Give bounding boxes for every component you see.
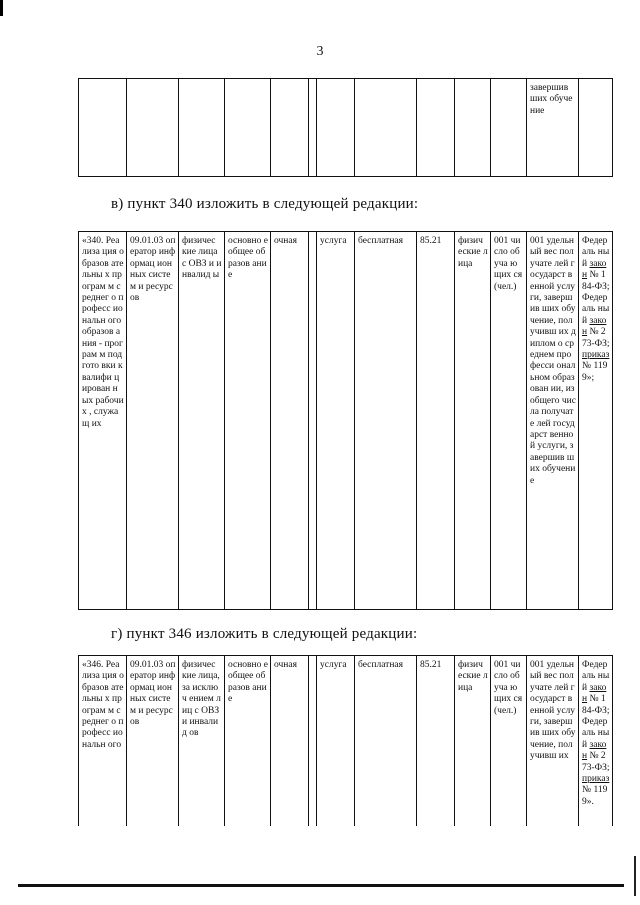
scan-edge-mark	[0, 0, 3, 16]
law-text-d: № 1199»;	[582, 361, 608, 383]
table-row	[79, 232, 613, 610]
cell-consumers: физичес кие лица с ОВЗ и инвалид ы	[179, 232, 225, 610]
table-item-346	[78, 655, 613, 826]
cell-recipients	[455, 79, 491, 177]
scan-right-edge	[634, 856, 636, 896]
cell-type: услуга	[317, 232, 355, 610]
cell-code: 09.01.03 оператор информац ионных систем и ресурсов	[127, 232, 179, 610]
law-link-a: закон	[582, 682, 607, 705]
cell-volume	[491, 79, 527, 177]
table-row	[79, 656, 613, 826]
cell-volume: 001 число обуча ющих ся (чел.)	[491, 232, 527, 610]
cell-program: «346. Реализа ция образов ательны х програм м среднег о професс иональн ого	[79, 656, 127, 826]
law-link-a: закон	[582, 258, 607, 281]
cell-form: очная	[271, 656, 309, 826]
law-text-a: Федераль ный	[582, 660, 610, 693]
cell-code	[127, 79, 179, 177]
cell-form	[271, 79, 309, 177]
cell-gap	[309, 656, 317, 826]
law-text-b: № 184-ФЗ; Федераль ный	[582, 694, 610, 750]
cell-consumers: физичес кие лица, за исключ ением лиц с ОВЗ и инвалид ов	[179, 656, 225, 826]
cell-law	[579, 656, 613, 826]
cell-gap	[309, 79, 317, 177]
cell-quality: завершив ших обучение	[527, 79, 579, 177]
scan-bottom-rule	[18, 884, 624, 887]
table-continuation	[78, 78, 613, 177]
law-link-b: закон	[582, 739, 607, 762]
cell-law	[579, 232, 613, 610]
law-text-d: № 1199».	[582, 785, 608, 807]
cell-consumers	[179, 79, 225, 177]
cell-type: услуга	[317, 656, 355, 826]
table-row	[79, 79, 613, 177]
law-link-c: приказ	[582, 774, 610, 785]
law-text-c: № 273-ФЗ;	[582, 751, 610, 773]
law-text-c: № 273-ФЗ;	[582, 327, 610, 349]
cell-volume: 001 число обуча ющих ся (чел.)	[491, 656, 527, 826]
cell-okved: 85.21	[417, 232, 455, 610]
law-text-a: Федераль ный	[582, 236, 610, 269]
cell-form: очная	[271, 232, 309, 610]
cell-quality: 001 удельный вес получате лей государст венной услуги, завершив ших обучение, получивш их диплом о среднем професси ональном образован ии, из общего числа получате лей государст венной услуги, завершив ших обучение	[527, 232, 579, 610]
cell-education: основно е общее образов ание	[225, 232, 271, 610]
cell-code: 09.01.03 оператор информац ионных систем и ресурсов	[127, 656, 179, 826]
cell-payment: бесплатная	[355, 232, 417, 610]
cell-gap	[309, 232, 317, 610]
cell-recipients: физич еские лица	[455, 232, 491, 610]
cell-program: «340. Реализа ция образов ательны х програм м среднег о професс иональн ого образов ания - програм м подгото вки квалифи цирован ных рабочих , служащ их	[79, 232, 127, 610]
section-heading-g: г) пункт 346 изложить в следующей редакции:	[111, 626, 418, 642]
cell-quality: 001 удельный вес получате лей государст венной услуги, завершив ших обучение, получивш их	[527, 656, 579, 826]
cell-type	[317, 79, 355, 177]
law-link-c: приказ	[582, 350, 610, 361]
page-number: 3	[316, 44, 324, 59]
cell-program	[79, 79, 127, 177]
table-item-340	[78, 231, 613, 610]
cell-payment	[355, 79, 417, 177]
cell-education	[225, 79, 271, 177]
cell-education: основно е общее образов ание	[225, 656, 271, 826]
cell-recipients: физич еские лица	[455, 656, 491, 826]
cell-okved	[417, 79, 455, 177]
law-link-b: закон	[582, 315, 607, 338]
cell-okved: 85.21	[417, 656, 455, 826]
cell-payment: бесплатная	[355, 656, 417, 826]
section-heading-v: в) пункт 340 изложить в следующей редакции:	[111, 196, 419, 212]
cell-law	[579, 79, 613, 177]
law-text-b: № 184-ФЗ; Федераль ный	[582, 270, 610, 326]
